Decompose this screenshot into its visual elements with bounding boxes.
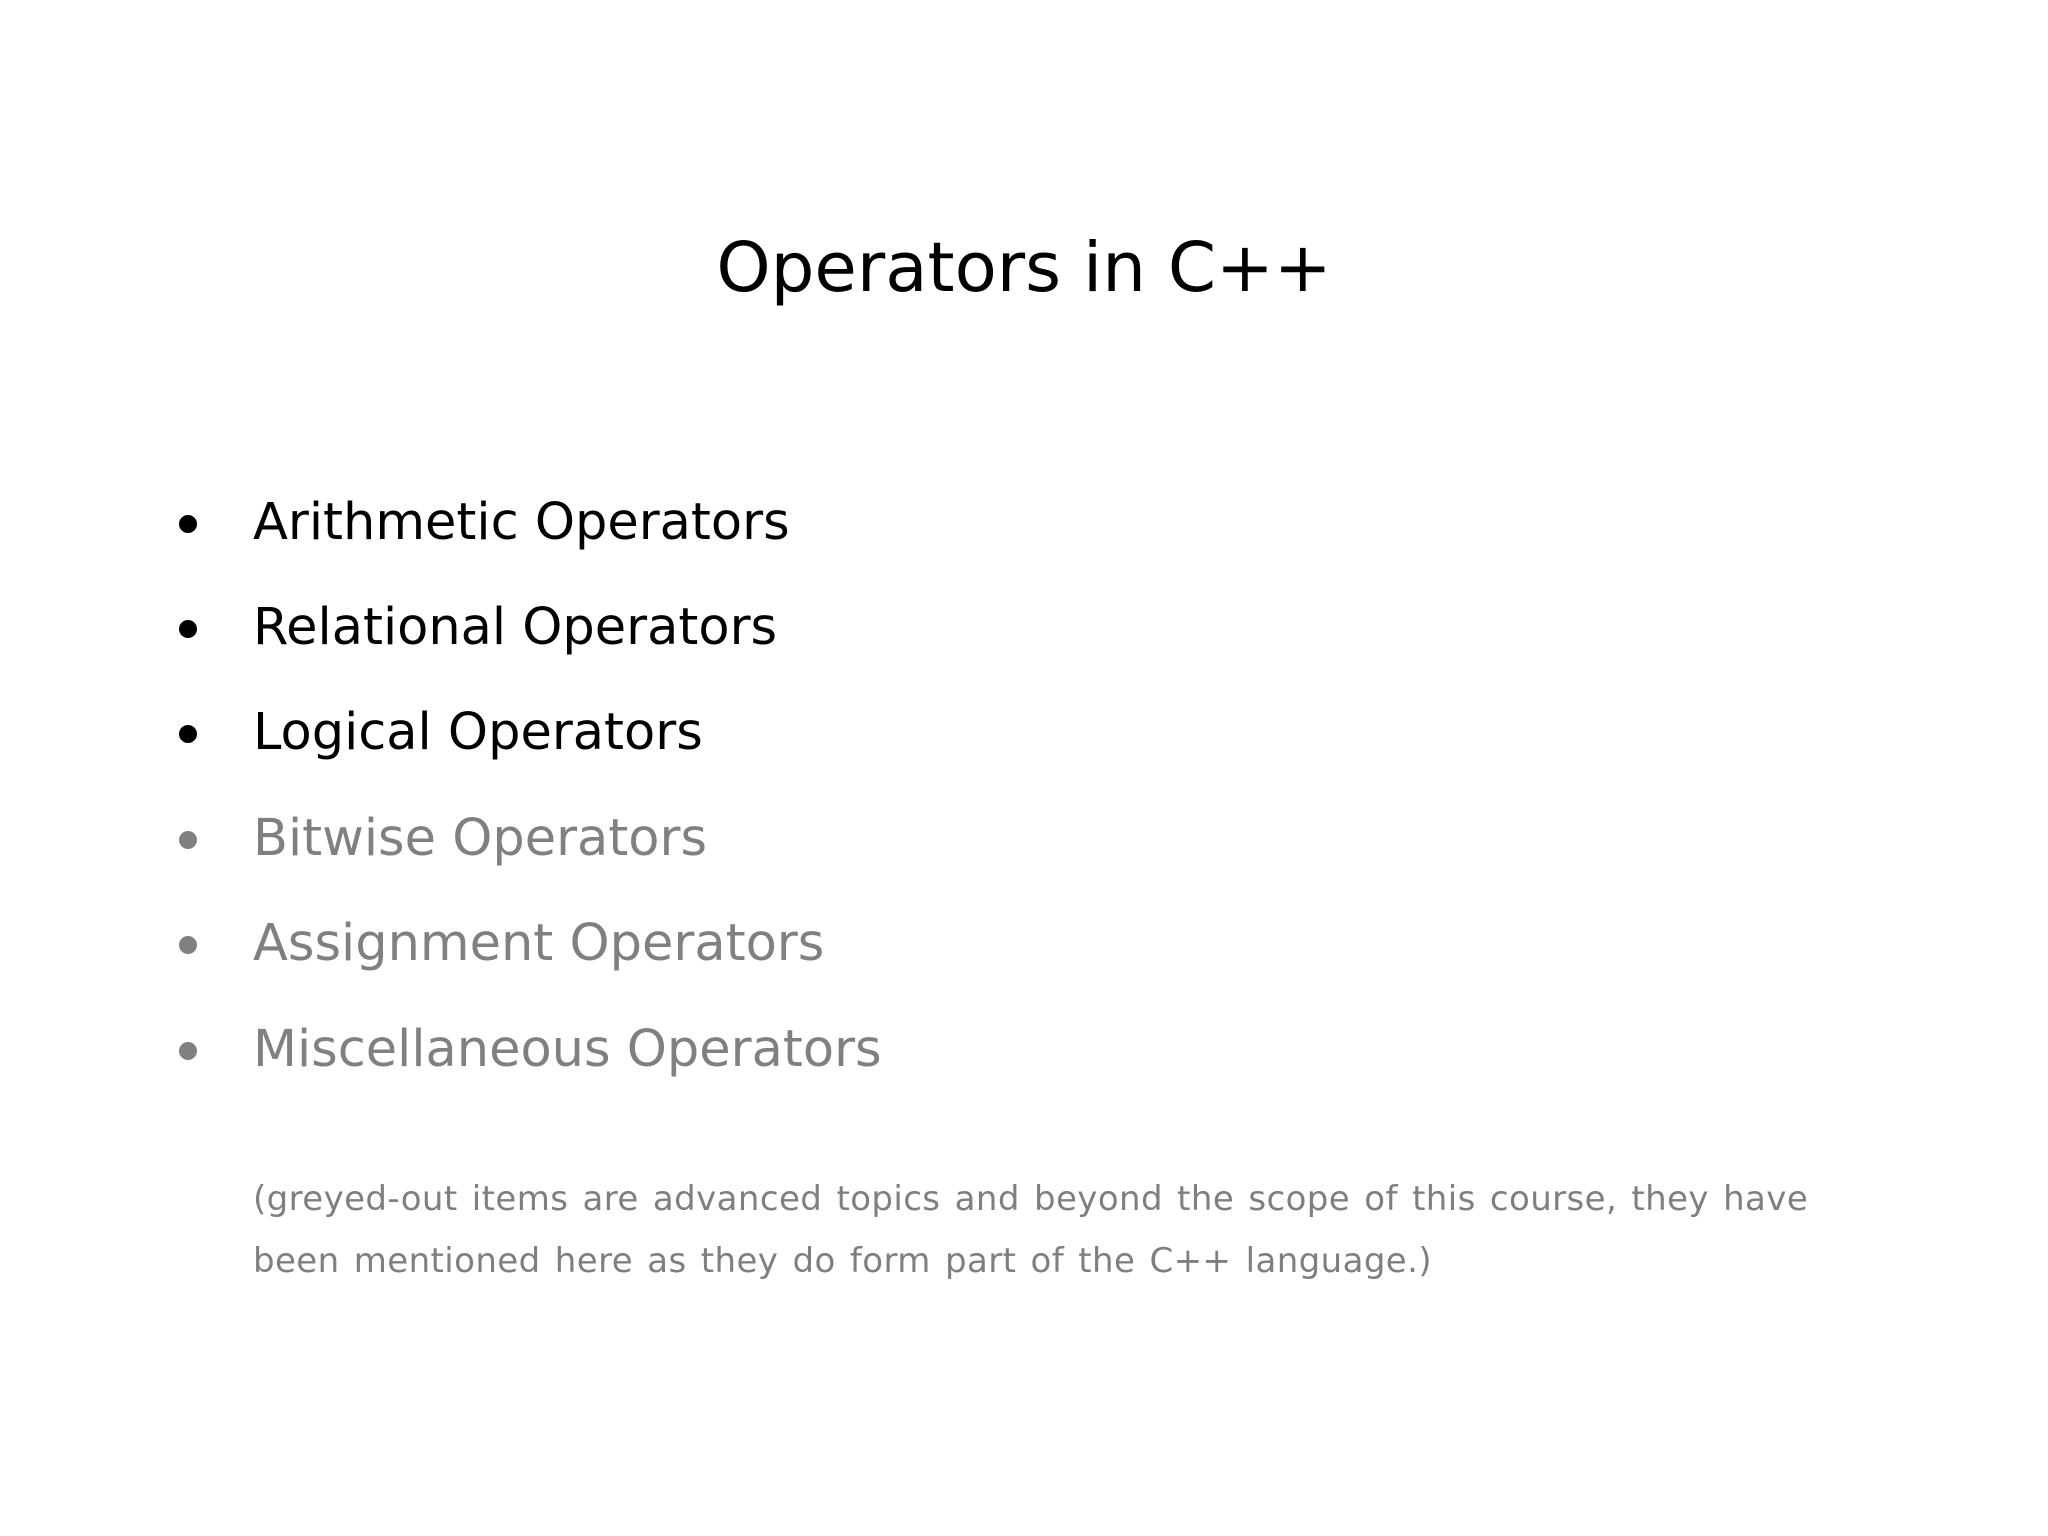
topic-item bbox=[0, 693, 1200, 773]
topic-label: Arithmetic Operators bbox=[253, 493, 790, 552]
topic-item bbox=[0, 1010, 1200, 1090]
topic-label: Assignment Operators bbox=[253, 914, 825, 973]
topic-item bbox=[0, 799, 1200, 879]
topic-label: Bitwise Operators bbox=[253, 809, 708, 868]
bullet-icon bbox=[179, 515, 197, 533]
bullet-icon bbox=[179, 620, 197, 638]
topic-label: Miscellaneous Operators bbox=[253, 1020, 882, 1079]
bullet-icon bbox=[179, 831, 197, 849]
topic-item bbox=[0, 483, 1200, 563]
slide-title: Operators in C++ bbox=[716, 228, 1332, 308]
topic-label: Logical Operators bbox=[253, 703, 703, 762]
topic-label: Relational Operators bbox=[253, 598, 778, 657]
bullet-icon bbox=[179, 936, 197, 954]
topic-item bbox=[0, 588, 1200, 668]
topic-item bbox=[0, 904, 1200, 984]
scope-note: (greyed-out items are advanced topics and beyond the scope of this course, they have been mentioned here as they do form part of the C++ language.) bbox=[253, 1179, 1809, 1281]
bullet-icon bbox=[179, 725, 197, 743]
bullet-icon bbox=[179, 1042, 197, 1060]
